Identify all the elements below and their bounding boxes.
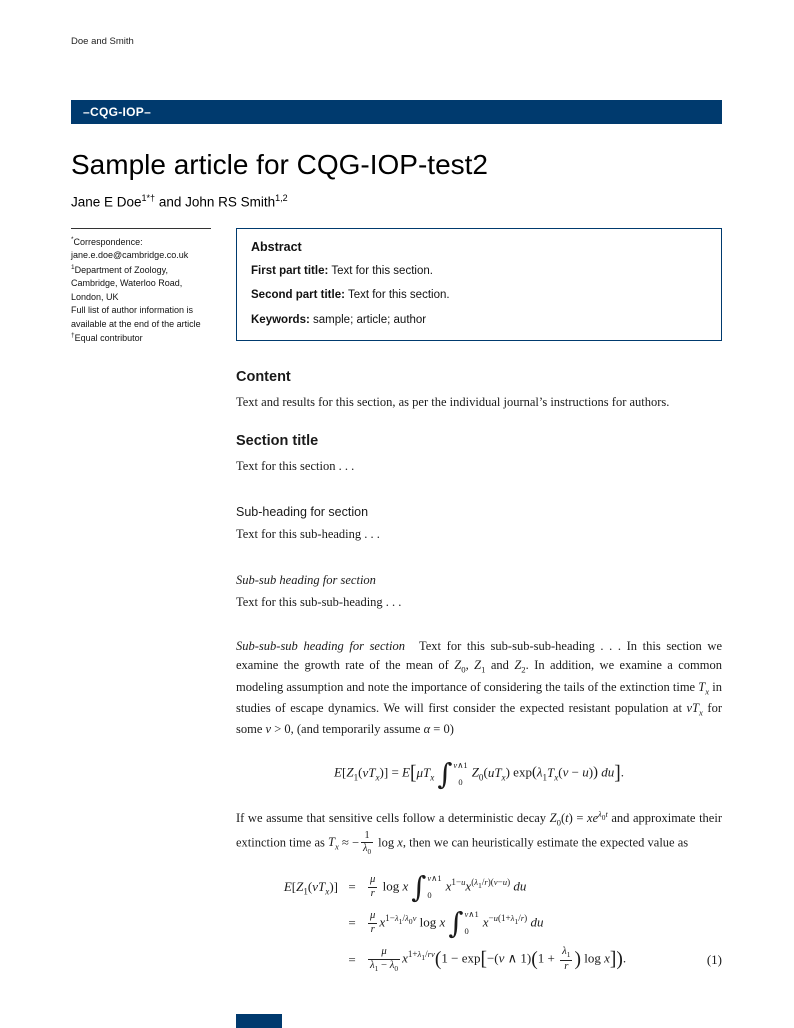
correspondence-note: *Correspondence: jane.e.doe@cambridge.co.uk $^1$Department of Zoology, Cambridge, Waterloo Road, London, UK Full list of author information is available at the end of the article †Equal contributor: [71, 228, 211, 346]
equation-rhs: $\frac{\mu}{\lambda_1 - \lambda_0}$ $x^{1+\lambda_1/rv}(1 - \exp[-(v$ ∧ 1)(1 + $\frac{\lambda_1}{r}$ ) log x]).: [370, 945, 627, 973]
display-equation: $E[Z_1(vT_x)] = E[\mu T_x$ ∫ v∧1 0 $Z_0(uT_x) \exp(\lambda_1T_x(v - u))$ du].: [334, 756, 624, 791]
subsub-paragraph: Text for this sub-sub-heading . . .: [236, 595, 402, 610]
content-paragraph: Text and results for this section, as per the individual journal’s instructions for authors.: [236, 395, 670, 410]
subsubsub-runin-heading: Sub-sub-sub heading for section: [236, 638, 405, 653]
equation-row: [236, 905, 722, 940]
journal-banner-label: –CQG-IOP–: [83, 105, 152, 119]
subsubsub-paragraph: [236, 637, 722, 739]
abstract-first-part: [251, 264, 707, 280]
abstract-first-part-label: First part title:: [251, 264, 329, 277]
abstract-row: [71, 228, 722, 346]
equation-intro-paragraph: If we assume that sensitive cells follow a deterministic decay $Z_0(t) = xe^{\lambda_0t}$ and approximate their extinction time as $T_x$ ≈ − $\frac{1}{\lambda_0}$ log x, then we can heuristically estimate the expected value as: [236, 809, 722, 857]
abstract-second-part: [251, 288, 707, 304]
footer-bar: [236, 1014, 282, 1028]
equation-row: [236, 869, 722, 904]
subsection-heading: Sub-heading for section: [236, 504, 369, 519]
article-title: Sample article for CQG-IOP-test2: [71, 149, 489, 180]
section-paragraph: Text for this section . . .: [236, 459, 355, 474]
abstract-box: [236, 228, 722, 342]
equals-sign: =: [348, 879, 356, 895]
abstract-first-part-text: Text for this section.: [331, 264, 433, 277]
journal-banner: [71, 100, 722, 124]
running-head: Doe and Smith: [71, 36, 134, 47]
equation-rhs: $\frac{\mu}{r}$ log x ∫ v∧1 0 $x^{1-u}x^{(\lambda_1/r)(v-u)}$ du: [370, 869, 527, 904]
aligned-equations: [236, 869, 722, 975]
equation-rhs: $\frac{\mu}{r}$ $x^{1-\lambda_1/\lambda_0v}$ log x ∫ v∧1 0 $x^{-u(1+\lambda_1/r)}$ du: [370, 905, 544, 940]
subsub-heading: Sub-sub heading for section: [236, 572, 376, 587]
abstract-keywords: [251, 313, 707, 329]
abstract-heading: Abstract: [251, 239, 302, 254]
abstract-second-part-text: Text for this section.: [347, 289, 450, 302]
equation-lhs: $E[Z_1(vT_x)]$: [283, 878, 338, 897]
abstract-keywords-label: Keywords:: [251, 313, 310, 326]
subsection-paragraph: Text for this sub-heading . . .: [236, 527, 380, 542]
subsubsub-text: Text for this sub-sub-sub-heading . . . In this section we examine the growth rate of the mean of $Z_0$, $Z_1$ and $Z_2$. In addition, we examine a common modeling assumption and note the importance of considering the tails of the extinction time $T_x$ in studies of escape dynamics. We will first consider the expected resistant population at $vT_x$ for some v > 0, (and temporarily assume α = 0): [236, 638, 723, 736]
section-heading: Section title: [236, 432, 319, 449]
content-heading: Content: [236, 368, 291, 385]
abstract-second-part-label: Second part title:: [251, 289, 345, 302]
equals-sign: =: [348, 952, 356, 968]
equation-row: [236, 945, 722, 975]
article-body: [236, 366, 722, 976]
abstract-keywords-text: sample; article; author: [313, 313, 427, 326]
equals-sign: =: [348, 915, 356, 931]
authors-line: Jane E Doe$^{1*\dagger}$ and John RS Smith$^{1,2}$: [71, 193, 288, 210]
equation-number: (1): [706, 952, 722, 968]
